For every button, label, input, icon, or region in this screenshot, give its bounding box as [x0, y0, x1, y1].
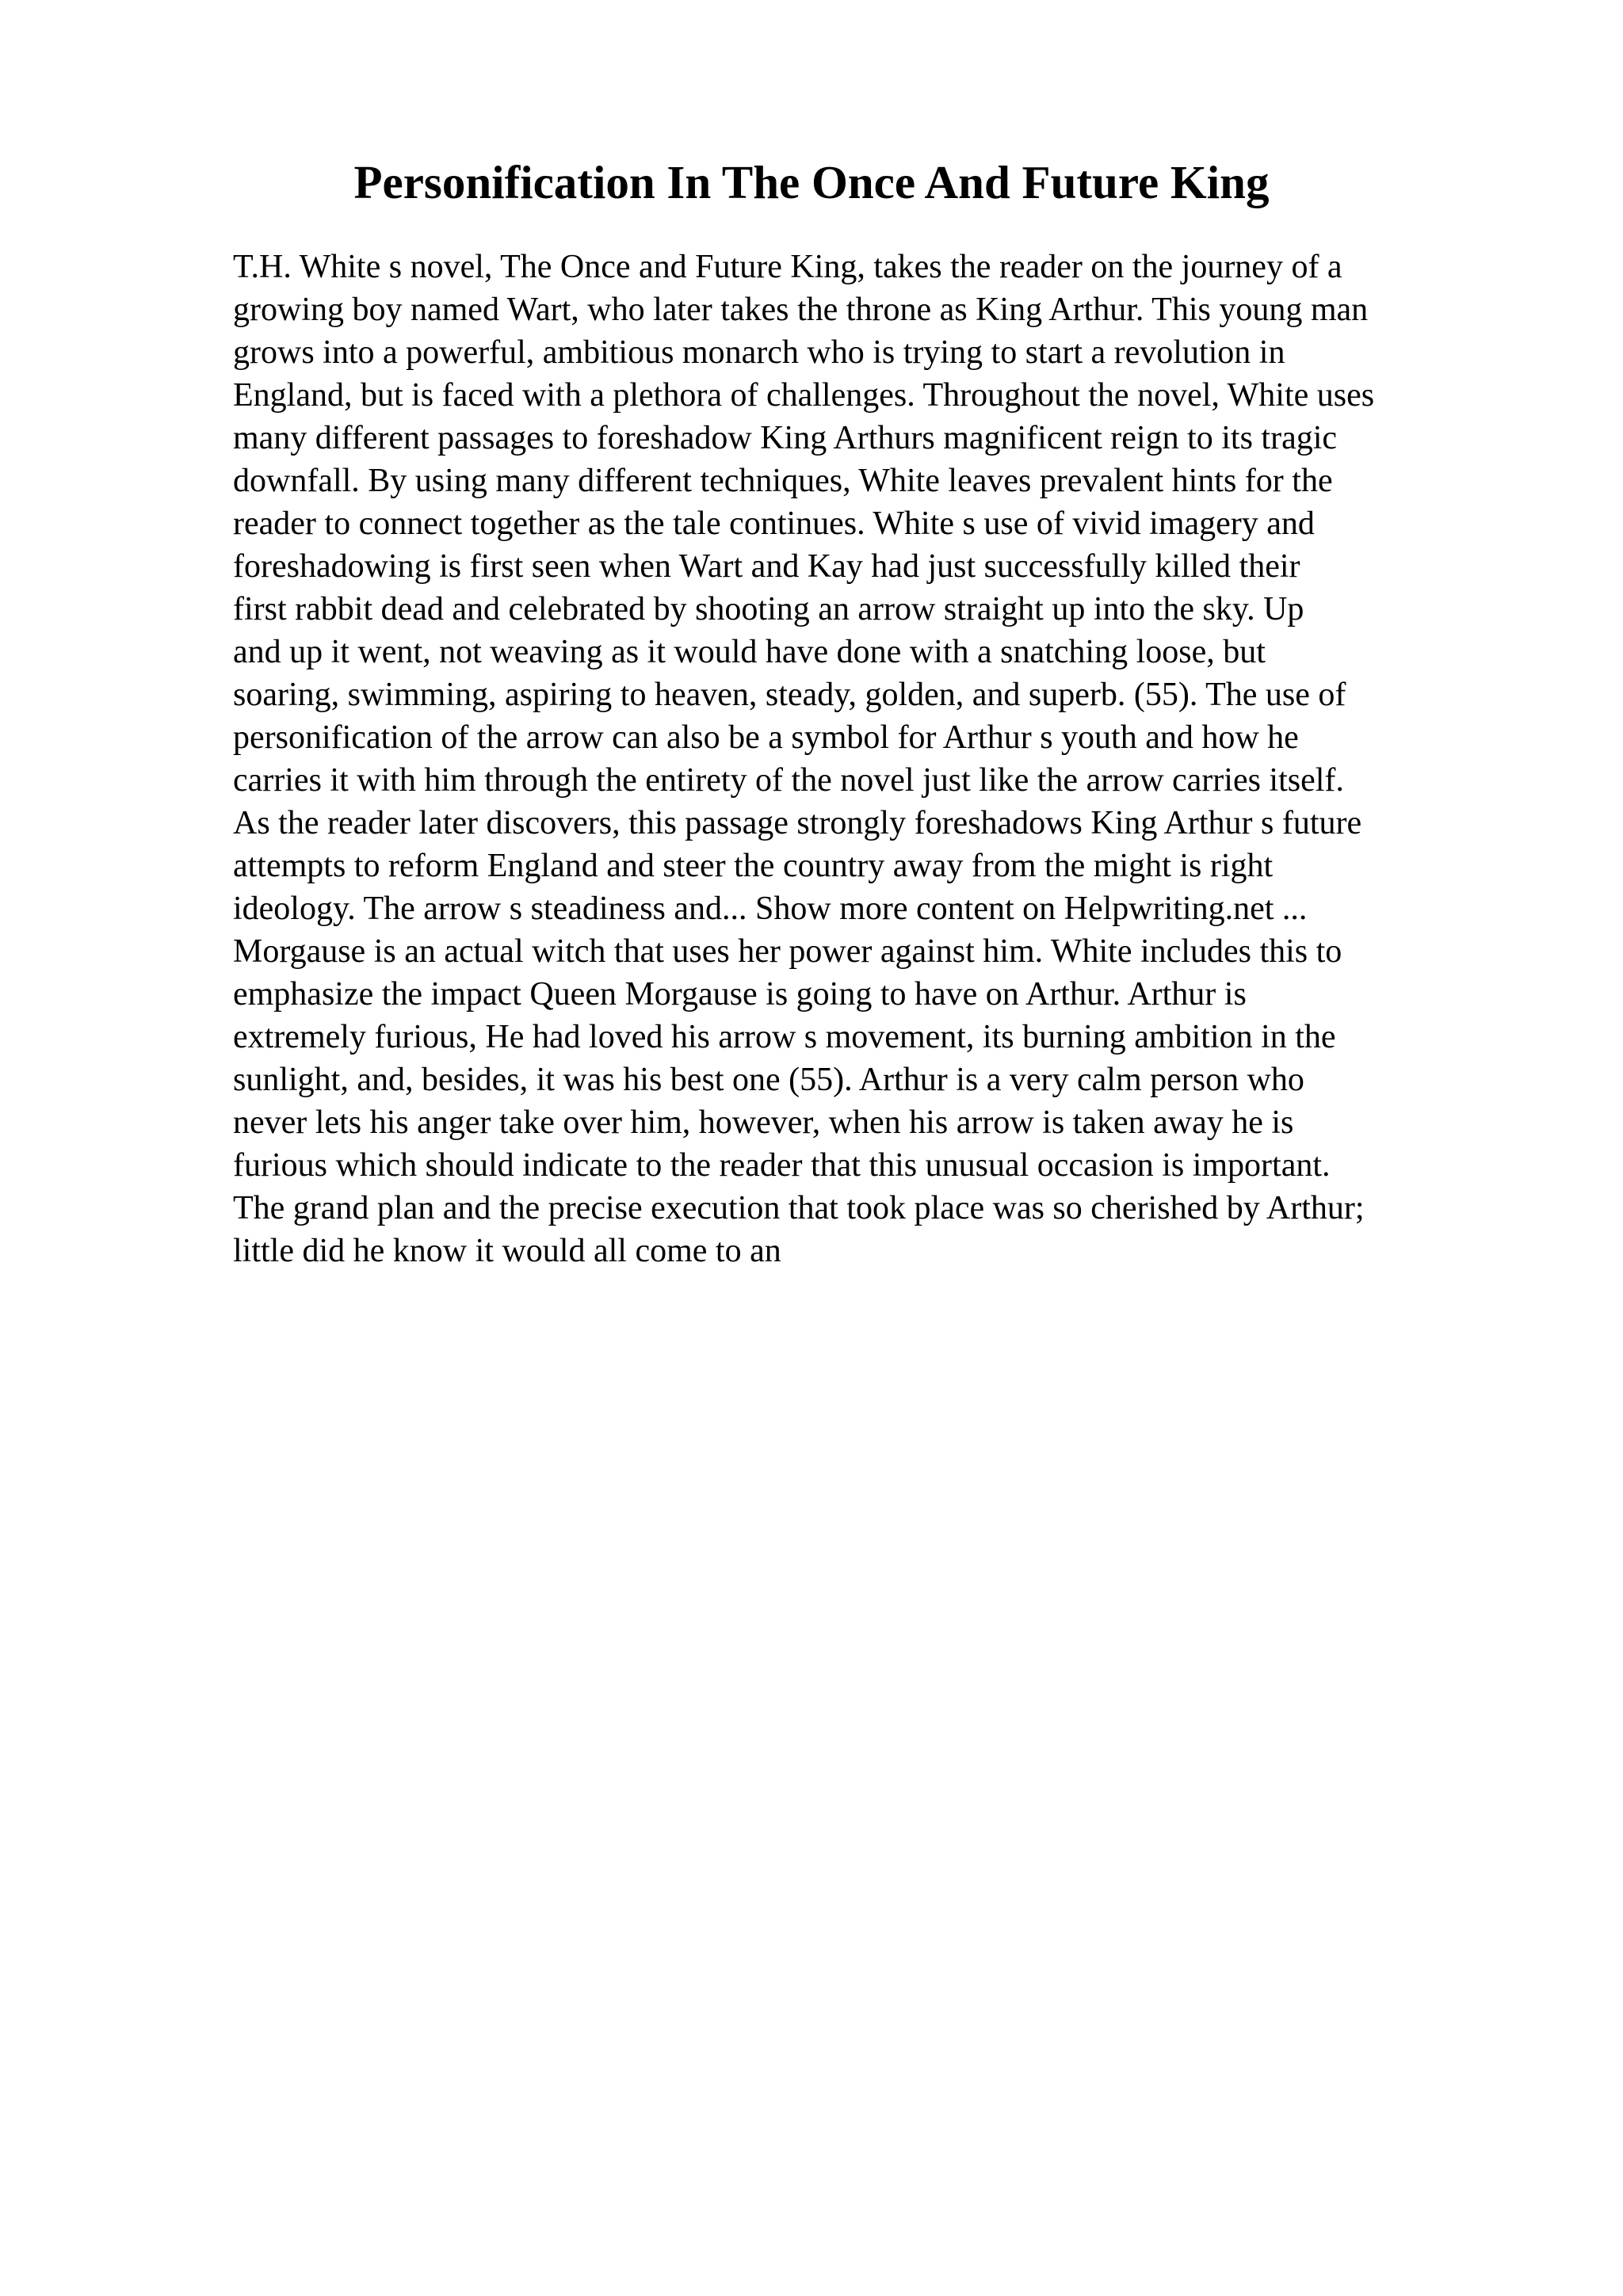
text-line: growing boy named Wart, who later takes the throne as King Arthur. This young man [233, 292, 1369, 328]
text-line: Morgause is an actual witch that uses her power against him. White includes this to [233, 933, 1342, 970]
text-line: T.H. White s novel, The Once and Future King, takes the reader on the journey of a [233, 249, 1342, 285]
text-line: first rabbit dead and celebrated by shooting an arrow straight up into the sky. Up [233, 591, 1304, 627]
text-line: The grand plan and the precise execution that took place was so cherished by Arthur; [233, 1190, 1365, 1226]
text-line: foreshadowing is first seen when Wart and Kay had just successfully killed their [233, 548, 1300, 585]
text-line: emphasize the impact Queen Morgause is going to have on Arthur. Arthur is [233, 976, 1247, 1013]
text-line: little did he know it would all come to an [233, 1233, 781, 1269]
text-line: downfall. By using many different techniques, White leaves prevalent hints for the [233, 463, 1333, 499]
text-line: ideology. The arrow s steadiness and... Show more content on Helpwriting.net ... [233, 891, 1308, 927]
text-line: carries it with him through the entirety of the novel just like the arrow carries itself. [233, 762, 1344, 799]
text-line: personification of the arrow can also be a symbol for Arthur s youth and how he [233, 719, 1299, 756]
text-line: sunlight, and, besides, it was his best one (55). Arthur is a very calm person who [233, 1062, 1304, 1098]
essay-body [233, 246, 1564, 1272]
text-line: never lets his anger take over him, however, when his arrow is taken away he is [233, 1104, 1294, 1141]
text-line: England, but is faced with a plethora of challenges. Throughout the novel, White uses [233, 377, 1375, 414]
text-line: As the reader later discovers, this passage strongly foreshadows King Arthur s future [233, 805, 1362, 841]
text-line: and up it went, not weaving as it would have done with a snatching loose, but [233, 634, 1266, 670]
text-line: soaring, swimming, aspiring to heaven, steady, golden, and superb. (55). The use of [233, 677, 1346, 713]
text-line: many different passages to foreshadow King Arthurs magnificent reign to its tragic [233, 420, 1338, 456]
text-line: extremely furious, He had loved his arrow s movement, its burning ambition in the [233, 1019, 1336, 1055]
text-line: grows into a powerful, ambitious monarch who is trying to start a revolution in [233, 334, 1285, 371]
page-title: Personification In The Once And Future King [353, 156, 1270, 208]
text-line: furious which should indicate to the reader that this unusual occasion is important. [233, 1147, 1331, 1184]
text-line: reader to connect together as the tale continues. White s use of vivid imagery and [233, 505, 1315, 542]
text-line: attempts to reform England and steer the country away from the might is right [233, 848, 1274, 884]
